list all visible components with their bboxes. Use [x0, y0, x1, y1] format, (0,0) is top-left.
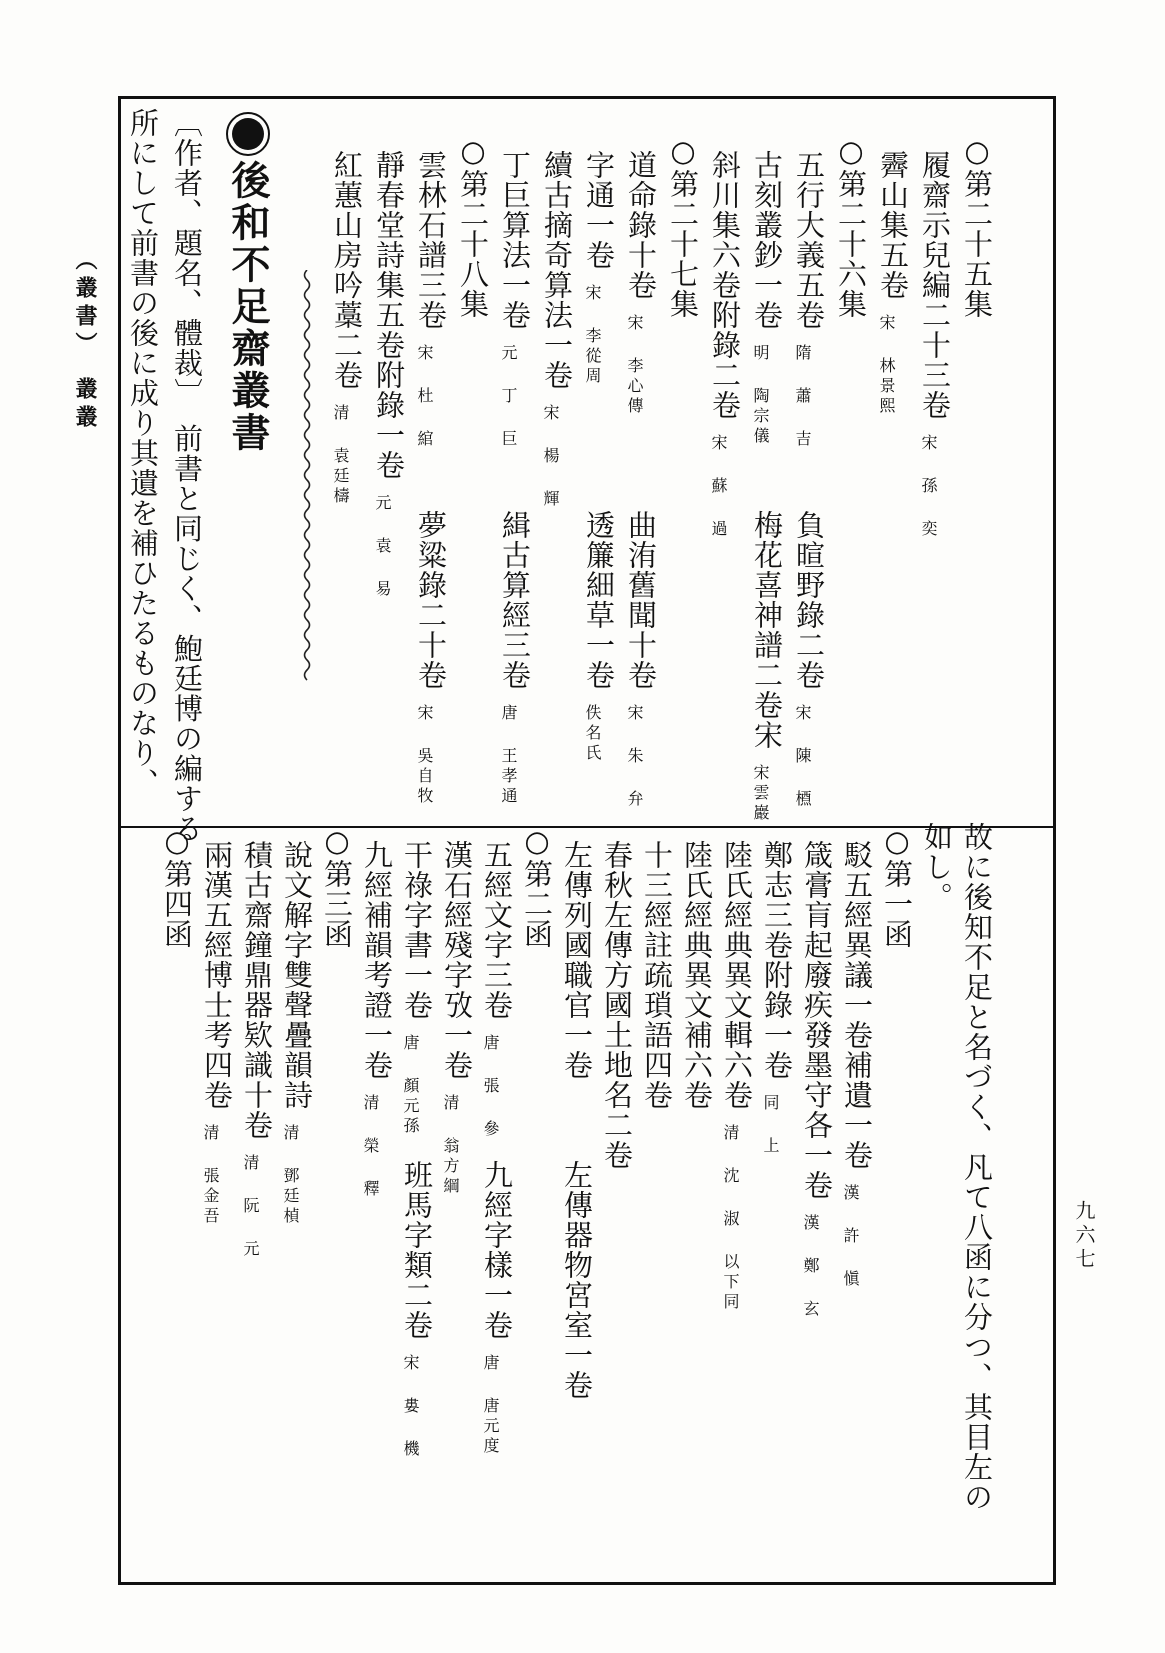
wavy-rule: [302, 270, 312, 690]
entry-title: 道命錄十卷: [624, 150, 658, 300]
group-heading: ○第三函: [320, 824, 354, 949]
entry-author: 宋 婁 機: [401, 1354, 420, 1460]
entry-title: 十三經註疏瑣語四卷: [640, 840, 674, 1110]
entry-title: 斜川集六卷附錄二卷: [708, 150, 742, 420]
entry-author: 宋 李心傳: [625, 314, 644, 417]
group-heading: ○第二十六集: [834, 134, 868, 319]
entry-author: 宋 蘇 過: [709, 434, 728, 540]
entry-title: 五經文字三卷: [480, 840, 514, 1020]
entry-title: 靜春堂詩集五卷附錄一卷: [372, 150, 406, 480]
entry-title: 五行大義五卷: [792, 150, 826, 330]
entry-title: 九經字樣一卷: [480, 1160, 514, 1340]
entry-author: 清 袁廷檮: [331, 404, 350, 507]
entry-author: 宋 杜 綰: [415, 344, 434, 450]
entry-title: 如し。: [920, 822, 954, 912]
entry-title: 左傳器物宮室一卷: [560, 1160, 594, 1400]
entry-title: 負暄野錄二卷: [792, 510, 826, 690]
entry-author: 元 丁 巨: [499, 344, 518, 450]
entry-author: 宋 林景熙: [877, 314, 896, 417]
entry-title: 續古摘奇算法一卷: [540, 150, 574, 390]
entry-author: 佚名氏: [583, 704, 602, 764]
entry-author: 宋 朱 弁: [625, 704, 644, 810]
group-heading: ○第二十八集: [456, 134, 490, 319]
entry-title: 曲洧舊聞十卷: [624, 510, 658, 690]
group-heading: ○第四函: [160, 824, 194, 949]
entry-author: 同 上: [761, 1094, 780, 1157]
group-heading: ○第二十五集: [960, 134, 994, 319]
entry-title: 夢粱錄二十卷: [414, 510, 448, 690]
entry-author: 漢 鄭 玄: [801, 1214, 820, 1320]
entry-title: 陸氏經典異文補六卷: [680, 840, 714, 1110]
entry-author: 唐 王孝通: [499, 704, 518, 807]
group-heading: ○第二十七集: [666, 134, 700, 319]
entry-title: 兩漢五經博士考四卷: [200, 840, 234, 1110]
entry-title: 鄭志三卷附錄一卷: [760, 840, 794, 1080]
entry-author: 唐 唐元度: [481, 1354, 500, 1457]
description-line-1: 〔作者、題名、體裁〕 前書と同じく、鮑廷博の編する: [170, 108, 204, 844]
filled-circle-bullet-icon: [232, 118, 264, 150]
entry-author: 清 沈 淑 以下同: [721, 1124, 740, 1313]
group-heading: ○第一函: [880, 824, 914, 949]
entry-author: 清 阮 元: [241, 1154, 260, 1260]
group-heading: ○第二函: [520, 824, 554, 949]
entry-author: 宋 吳自牧: [415, 704, 434, 807]
entry-author: 元 袁 易: [373, 494, 392, 600]
entry-title: 九經補韻考證一卷: [360, 840, 394, 1080]
entry-title: 漢石經殘字攷一卷: [440, 840, 474, 1080]
entry-title: 左傳列國職官一卷: [560, 840, 594, 1080]
entry-title: 積古齋鐘鼎器欵識十卷: [240, 840, 274, 1140]
entry-author: 明 陶宗儀: [751, 344, 770, 447]
entry-title: 梅花喜神譜二卷宋: [750, 510, 784, 750]
entry-title: 丁巨算法一卷: [498, 150, 532, 330]
entry-title: 透簾細草一卷: [582, 510, 616, 690]
entry-author: 宋 李從周: [583, 284, 602, 387]
entry-author: 宋 陳 槱: [793, 704, 812, 810]
entry-author: 宋 孫 奕: [919, 434, 938, 540]
entry-author: 漢 許 愼: [841, 1184, 860, 1290]
entry-title: 春秋左傳方國土地名二卷: [600, 840, 634, 1170]
running-header: （叢書） 叢叢: [72, 248, 98, 433]
entry-title: 霽山集五卷: [876, 150, 910, 300]
entry-author: 隋 蕭 吉: [793, 344, 812, 450]
entry-author: 宋 楊 輝: [541, 404, 560, 510]
entry-title: 履齋示兒編二十三卷: [918, 150, 952, 420]
entry-title: 箴膏肓起廢疾發墨守各一卷: [800, 840, 834, 1200]
entry-title: 故に後知不足と名づく、凡て八函に分つ、其目左の: [960, 822, 994, 1512]
entry-title: 干祿字書一卷: [400, 840, 434, 1020]
entry-author: 宋雲巖: [751, 764, 770, 824]
entry-title: 紅蕙山房吟藁二卷: [330, 150, 364, 390]
entry-title: 班馬字類二卷: [400, 1160, 434, 1340]
entry-title: 雲林石譜三卷: [414, 150, 448, 330]
entry-title: 陸氏經典異文輯六卷: [720, 840, 754, 1110]
entry-title: 說文解字雙聲疊韻詩: [280, 840, 314, 1110]
entry-author: 清 榮 釋: [361, 1094, 380, 1200]
entry-author: 清 張金吾: [201, 1124, 220, 1227]
entry-title: 古刻叢鈔一卷: [750, 150, 784, 330]
entry-author: 清 鄧廷楨: [281, 1124, 300, 1227]
entry-author: 清 翁方綱: [441, 1094, 460, 1197]
entry-author: 唐 張 參: [481, 1034, 500, 1140]
section-divider: [118, 826, 1056, 828]
entry-author: 唐 顏元孫: [401, 1034, 420, 1137]
section-title: 後和不足齋叢書: [225, 160, 271, 454]
entry-title: 駁五經異議一卷補遺一卷: [840, 840, 874, 1170]
entry-title: 字通一卷: [582, 150, 616, 270]
entry-title: 緝古算經三卷: [498, 510, 532, 690]
description-line-2: 所にして前書の後に成り其遺を補ひたるものなり、: [126, 108, 160, 798]
page-number: 九六七: [1072, 1200, 1096, 1272]
